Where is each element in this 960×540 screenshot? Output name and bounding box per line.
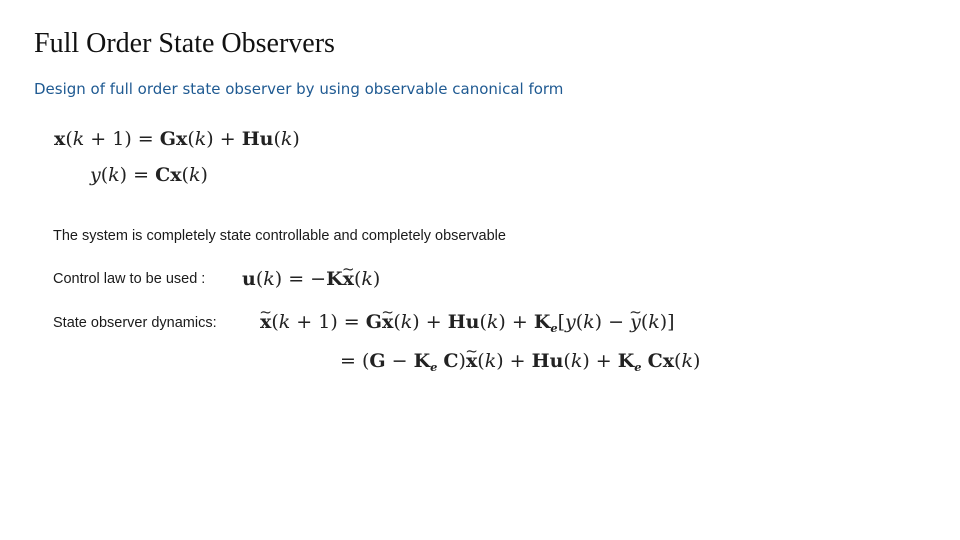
- output-equation: y(k) = Cx(k): [90, 164, 208, 186]
- observer-equation-line1: x ~(k + 1) = Gx ~(k) + $Hu(k) + K_e[y(k) - y$ ~(k)]: [260, 311, 675, 335]
- slide-title: Full Order State Observers: [34, 28, 335, 59]
- slide-subtitle: Design of full order state observer by using observable canonical form: [34, 80, 564, 98]
- control-law-equation: u(k) = −Kx ~(k): [242, 268, 380, 290]
- observer-equation-line2: = ($G - K_e$ C)x ~(k) + $Hu(k) + K_e$ Cx(k): [340, 350, 700, 374]
- state-equation: x(k + 1) = Gx(k) + Hu(k): [54, 128, 300, 150]
- control-law-label: Control law to be used :: [53, 271, 206, 287]
- statement-text: The system is completely state controllable and completely observable: [53, 228, 506, 244]
- observer-dynamics-label: State observer dynamics:: [53, 315, 217, 331]
